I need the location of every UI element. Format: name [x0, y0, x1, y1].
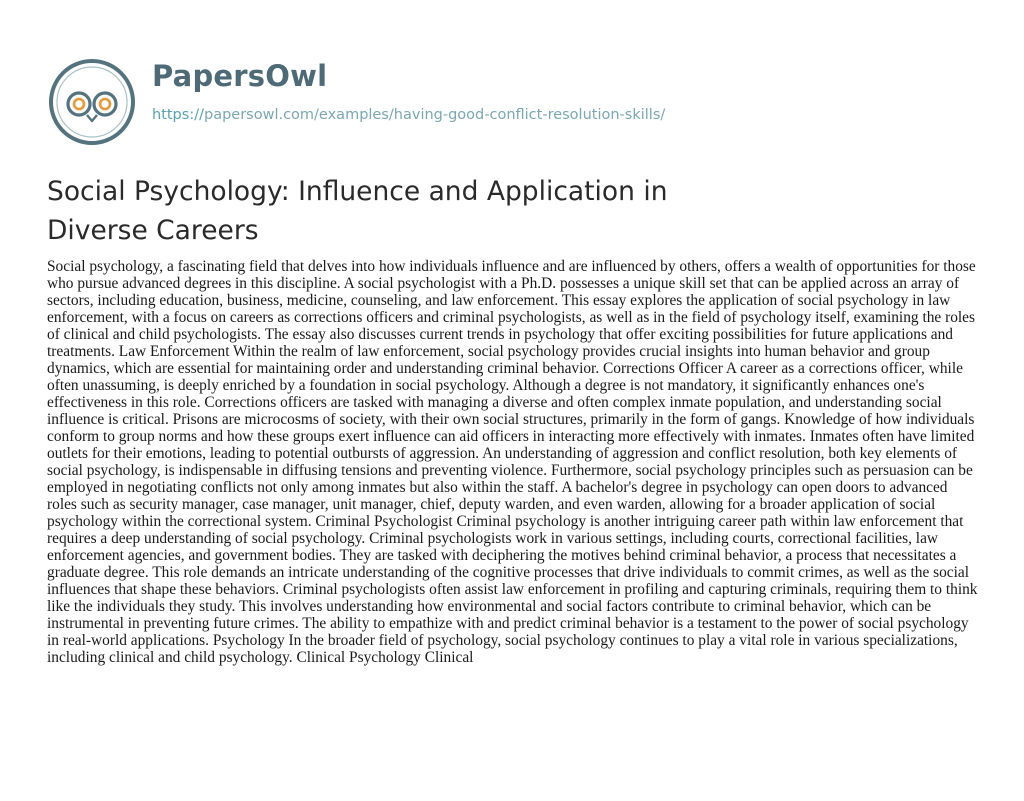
site-header: [47, 32, 977, 142]
essay-body: Social psychology, a fascinating field that delves into how individuals influence and are influenced by others, offers a wealth of opportunities for those who pursue advanced degrees in this discipline. A social psychologist with a Ph.D. possesses a unique skill set that can be applied across an array of sectors, including education, business, medicine, counseling, and law enforcement. This essay explores the application of social psychology in law enforcement, with a focus on careers as corrections officers and criminal psychologists, as well as in the field of psychology itself, examining the roles of clinical and child psychologists. The essay also discusses current trends in psychology that offer exciting possibilities for future applications and treatments. Law Enforcement Within the realm of law enforcement, social psychology provides crucial insights into human behavior and group dynamics, which are essential for maintaining order and understanding criminal behavior. Corrections Officer A career as a corrections officer, while often unassuming, is deeply enriched by a foundation in social psychology. Although a degree is not mandatory, it significantly enhances one's effectiveness in this role. Corrections officers are tasked with managing a diverse and often complex inmate population, and understanding social influence is critical. Prisons are microcosms of society, with their own social structures, primarily in the form of gangs. Knowledge of how individuals conform to group norms and how these groups exert influence can aid officers in interacting more effectively with inmates. Inmates often have limited outlets for their emotions, leading to potential outbursts of aggression. An understanding of aggression and conflict resolution, both key elements of social psychology, is indispensable in diffusing tensions and preventing violence. Furthermore, social psychology principles such as persuasion can be employed in negotiating conflicts not only among inmates but also within the staff. A bachelor's degree in psychology can open doors to advanced roles such as security manager, case manager, unit manager, chief, deputy warden, and even warden, allowing for a broader application of social psychology within the correctional system. Criminal Psychologist Criminal psychology is another intriguing career path within law enforcement that requires a deep understanding of social psychology. Criminal psychologists work in various settings, including courts, correctional facilities, law enforcement agencies, and government bodies. They are tasked with deciphering the motives behind criminal behavior, a process that necessitates a graduate degree. This role demands an intricate understanding of the cognitive processes that drive individuals to commit crimes, as well as the social influences that shape these behaviors. Criminal psychologists often assist law enforcement in profiling and capturing criminals, requiring them to think like the individuals they study. This involves understanding how environmental and social factors contribute to criminal behavior, which can be instrumental in preventing future crimes. The ability to empathize with and predict criminal behavior is a testament to the power of social psychology in real-world applications. Psychology In the broader field of psychology, social psychology continues to play a vital role in various specializations, including clinical and child psychology. Clinical Psychology Clinical: [47, 258, 978, 666]
source-url-protocol: https://: [152, 107, 204, 123]
essay-title: Social Psychology: Influence and Application in Diverse Careers: [47, 176, 668, 246]
source-url-path: papersowl.com/examples/having-good-conflict-resolution-skills/: [203, 107, 666, 123]
source-url[interactable]: [152, 107, 665, 123]
brand-name: PapersOwl: [152, 59, 328, 93]
owl-eyes-icon: [47, 57, 137, 147]
